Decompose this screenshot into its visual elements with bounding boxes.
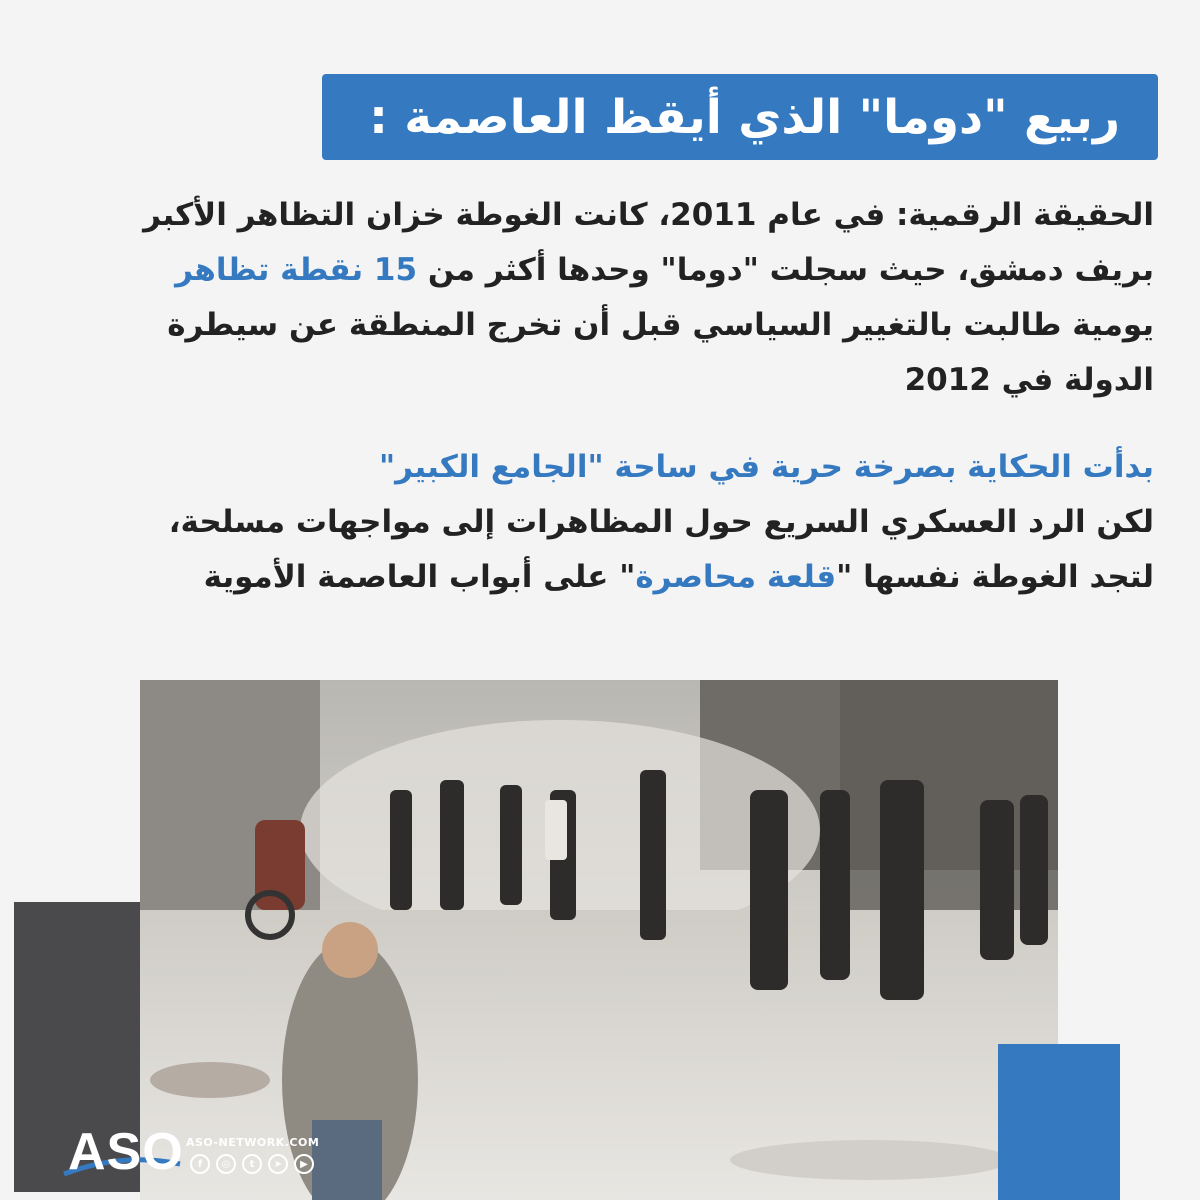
page-title: ربيع "دوما" الذي أيقظ العاصمة : bbox=[369, 89, 1120, 145]
story-highlight: قلعة محاصرة bbox=[635, 559, 837, 595]
youtube-icon[interactable]: ▶ bbox=[294, 1154, 314, 1174]
story-paragraph bbox=[54, 440, 1154, 605]
decorative-blue-block bbox=[998, 1044, 1120, 1200]
news-photo bbox=[140, 680, 1058, 1200]
site-url: ASO-NETWORK.COM bbox=[186, 1136, 320, 1149]
fact-paragraph bbox=[54, 188, 1154, 408]
instagram-icon[interactable]: ◎ bbox=[216, 1154, 236, 1174]
title-banner bbox=[322, 74, 1158, 160]
fact-line-3: يومية طالبت بالتغيير السياسي قبل أن تخرج المنطقة عن سيطرة bbox=[167, 307, 1154, 343]
telegram-icon[interactable]: ➤ bbox=[268, 1154, 288, 1174]
facebook-icon[interactable]: f bbox=[190, 1154, 210, 1174]
story-line-2-end: " على أبواب العاصمة الأموية bbox=[203, 559, 636, 595]
story-line-2 bbox=[54, 550, 1154, 605]
fact-line-2-text: بريف دمشق، حيث سجلت "دوما" وحدها أكثر من bbox=[417, 252, 1154, 288]
fact-line-4: الدولة في 2012 bbox=[904, 362, 1154, 398]
story-heading: بدأت الحكاية بصرخة حرية في ساحة "الجامع الكبير" bbox=[379, 449, 1154, 485]
fact-line-1: الحقيقة الرقمية: في عام 2011، كانت الغوطة خزان التظاهر الأكبر bbox=[143, 197, 1154, 233]
social-icons bbox=[190, 1154, 314, 1174]
fact-highlight: 15 نقطة تظاهر bbox=[175, 252, 418, 288]
fact-line-2 bbox=[54, 243, 1154, 298]
story-line-1: لكن الرد العسكري السريع حول المظاهرات إلى مواجهات مسلحة، bbox=[168, 504, 1154, 540]
twitter-icon[interactable]: t bbox=[242, 1154, 262, 1174]
aso-logo: ASO bbox=[68, 1123, 184, 1181]
story-line-2-start: لتجد الغوطة نفسها " bbox=[836, 559, 1154, 595]
photo-illustration bbox=[140, 680, 1058, 1200]
